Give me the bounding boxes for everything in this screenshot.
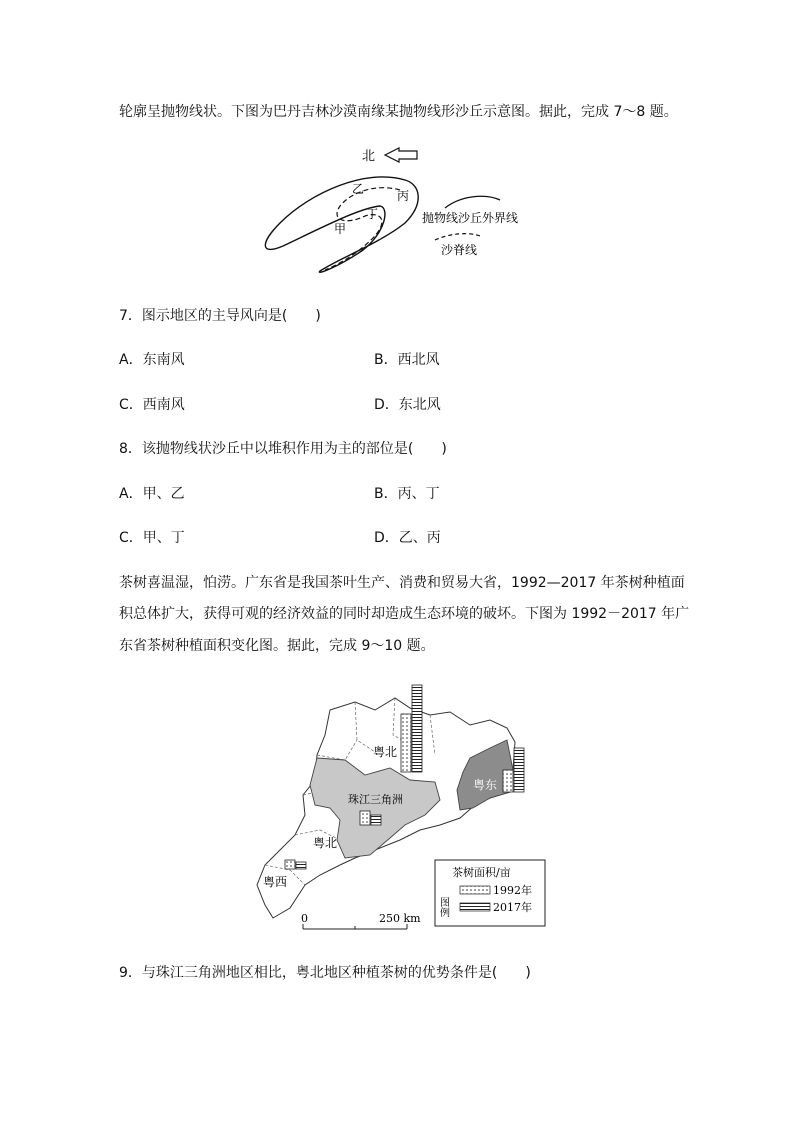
dune-figure	[255, 138, 555, 288]
bar-delta-1992	[360, 811, 370, 825]
guangdong-tea-map	[245, 680, 555, 940]
legend-title: 茶树面积/亩	[452, 866, 511, 879]
bar-delta-2017	[371, 815, 381, 825]
q7-option-d[interactable]: D．东北风	[374, 397, 441, 413]
q8-option-c[interactable]: C．甲、丁	[119, 530, 185, 546]
intro-paragraph-2-line-2: 积总体扩大，获得可观的经济效益的同时却造成生态环境的破坏。下图为 1992－2017 年广	[119, 606, 690, 622]
q7-option-b[interactable]: B．西北风	[374, 352, 440, 368]
q8-option-a[interactable]: A．甲、乙	[119, 486, 185, 502]
north-label: 北	[362, 149, 376, 164]
bar-north-1992	[401, 714, 411, 772]
label-east-guangdong: 粤东	[473, 778, 498, 792]
legend-1992-label: 1992年	[493, 884, 532, 897]
legend-2017-swatch	[460, 903, 490, 911]
legend-outer-label: 抛物线沙丘外界线	[422, 211, 519, 225]
bar-east-1992	[503, 770, 513, 792]
label-jia: 甲	[334, 222, 347, 236]
question-8-stem: 8．该抛物线状沙丘中以堆积作用为主的部位是( )	[119, 441, 447, 457]
north-arrow-icon	[385, 148, 417, 162]
intro-paragraph-2-line-3: 东省茶树种植面积变化图。据此，完成 9～10 题。	[119, 638, 435, 654]
legend-2017-label: 2017年	[493, 901, 532, 914]
intro-paragraph-2-line-1: 茶树喜温湿，怕涝。广东省是我国茶叶生产、消费和贸易大省，1992—2017 年茶树种植面	[119, 575, 685, 591]
bar-north-2017	[412, 685, 422, 772]
bar-west-2017	[296, 862, 306, 869]
legend-ridge-symbol	[435, 234, 480, 240]
scale-zero-label: 0	[301, 912, 308, 925]
legend-outer-symbol	[445, 196, 500, 208]
legend-1992-swatch	[460, 886, 490, 894]
intro-paragraph-1: 轮廓呈抛物线状。下图为巴丹吉林沙漠南缘某抛物线形沙丘示意图。据此，完成 7～8 题。	[119, 104, 678, 120]
bar-west-1992	[285, 860, 295, 869]
q7-option-c[interactable]: C．西南风	[119, 397, 185, 413]
label-yi: 乙	[352, 182, 365, 196]
label-ding: 丁	[366, 207, 379, 221]
q8-option-d[interactable]: D．乙、丙	[374, 530, 441, 546]
bar-east-2017	[514, 748, 524, 792]
label-pearl-river-delta: 珠江三角洲	[348, 793, 403, 806]
label-west-guangdong: 粤西	[263, 875, 288, 889]
question-7-stem: 7．图示地区的主导风向是( )	[119, 308, 321, 324]
q8-option-b[interactable]: B．丙、丁	[374, 486, 440, 502]
label-bing: 丙	[397, 189, 410, 203]
legend-side-label: 图例	[437, 897, 449, 917]
q7-option-a[interactable]: A．东南风	[119, 352, 185, 368]
legend-ridge-label: 沙脊线	[441, 243, 478, 257]
label-north-guangdong: 粤北	[373, 745, 398, 759]
scale-km-label: 250 km	[379, 912, 421, 925]
question-9-stem: 9．与珠江三角洲地区相比，粤北地区种植茶树的优势条件是( )	[119, 965, 531, 981]
label-north-guangdong-2: 粤北	[313, 836, 338, 850]
